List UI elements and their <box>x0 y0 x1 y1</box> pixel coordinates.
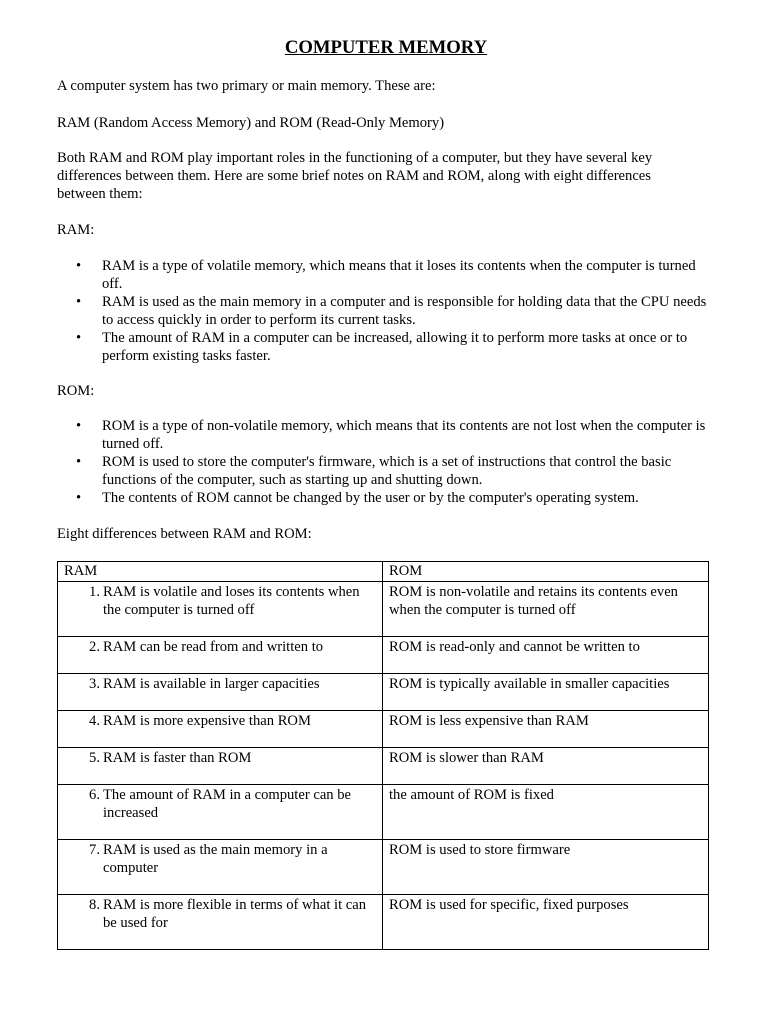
rom-column-header: ROM <box>383 562 709 582</box>
list-item: • ROM is a type of non-volatile memory, which means that its contents are not lost when the computer is turned off. <box>76 418 706 452</box>
rom-cell: ROM is slower than RAM <box>383 748 709 785</box>
ram-cell: 4. RAM is more expensive than ROM <box>58 711 383 748</box>
table-row <box>58 711 709 748</box>
bullet-icon: • <box>76 330 82 346</box>
list-item: • RAM is a type of volatile memory, which means that it loses its contents when the computer is turned off. <box>76 258 696 292</box>
bullet-icon: • <box>76 258 82 274</box>
ram-column-header: RAM <box>58 562 383 582</box>
list-item: • The contents of ROM cannot be changed by the user or by the computer's operating system. <box>76 490 639 506</box>
row-number: 6. <box>89 787 100 803</box>
overview-paragraph: Both RAM and ROM play important roles in the functioning of a computer, but they have several key differences between them. Here are some brief notes on RAM and ROM, along with eight differences between them: <box>57 150 653 202</box>
rom-cell: ROM is typically available in smaller capacities <box>383 674 709 711</box>
rom-cell: the amount of ROM is fixed <box>383 785 709 840</box>
table-row <box>58 840 709 895</box>
document-title: COMPUTER MEMORY <box>284 37 488 58</box>
memory-types-line: RAM (Random Access Memory) and ROM (Read-Only Memory) <box>57 115 445 131</box>
comparison-table <box>57 561 709 950</box>
row-number: 4. <box>89 713 100 729</box>
table-row <box>58 895 709 950</box>
ram-cell: 2. RAM can be read from and written to <box>58 637 383 674</box>
ram-cell: 7. RAM is used as the main memory in a computer <box>58 840 383 895</box>
table-row <box>58 674 709 711</box>
rom-cell: ROM is used to store firmware <box>383 840 709 895</box>
ram-cell: 5. RAM is faster than ROM <box>58 748 383 785</box>
row-number: 2. <box>89 639 100 655</box>
rom-bullet-list <box>57 417 717 507</box>
bullet-icon: • <box>76 418 82 434</box>
row-number: 7. <box>89 842 100 858</box>
table-row <box>58 785 709 840</box>
row-number: 8. <box>89 897 100 913</box>
ram-cell: 1. RAM is volatile and loses its contents when the computer is turned off <box>58 582 383 637</box>
rom-cell: ROM is used for specific, fixed purposes <box>383 895 709 950</box>
row-number: 1. <box>89 584 100 600</box>
bullet-icon: • <box>76 490 82 506</box>
bullet-icon: • <box>76 454 82 470</box>
list-item: • RAM is used as the main memory in a computer and is responsible for holding data that the CPU needs to access quickly in order to perform its current tasks. <box>76 294 707 328</box>
row-number: 5. <box>89 750 100 766</box>
ram-bullet-list <box>57 257 717 365</box>
rom-cell: ROM is non-volatile and retains its contents even when the computer is turned off <box>383 582 709 637</box>
list-item: • The amount of RAM in a computer can be increased, allowing it to perform more tasks at once or to perform existing tasks faster. <box>76 330 688 364</box>
row-number: 3. <box>89 676 100 692</box>
ram-cell: 6. The amount of RAM in a computer can be increased <box>58 785 383 840</box>
rom-cell: ROM is read-only and cannot be written to <box>383 637 709 674</box>
bullet-icon: • <box>76 294 82 310</box>
differences-heading: Eight differences between RAM and ROM: <box>57 526 312 542</box>
ram-heading: RAM: <box>57 222 95 238</box>
table-row <box>58 582 709 637</box>
table-header-row <box>58 562 709 582</box>
intro-paragraph: A computer system has two primary or main memory. These are: <box>57 78 436 94</box>
rom-heading: ROM: <box>57 383 95 399</box>
table-row <box>58 748 709 785</box>
ram-cell: 3. RAM is available in larger capacities <box>58 674 383 711</box>
table-row <box>58 637 709 674</box>
list-item: • ROM is used to store the computer's firmware, which is a set of instructions that control the basic functions of the computer, such as starting up and shutting down. <box>76 454 672 488</box>
ram-cell: 8. RAM is more flexible in terms of what it can be used for <box>58 895 383 950</box>
rom-cell: ROM is less expensive than RAM <box>383 711 709 748</box>
